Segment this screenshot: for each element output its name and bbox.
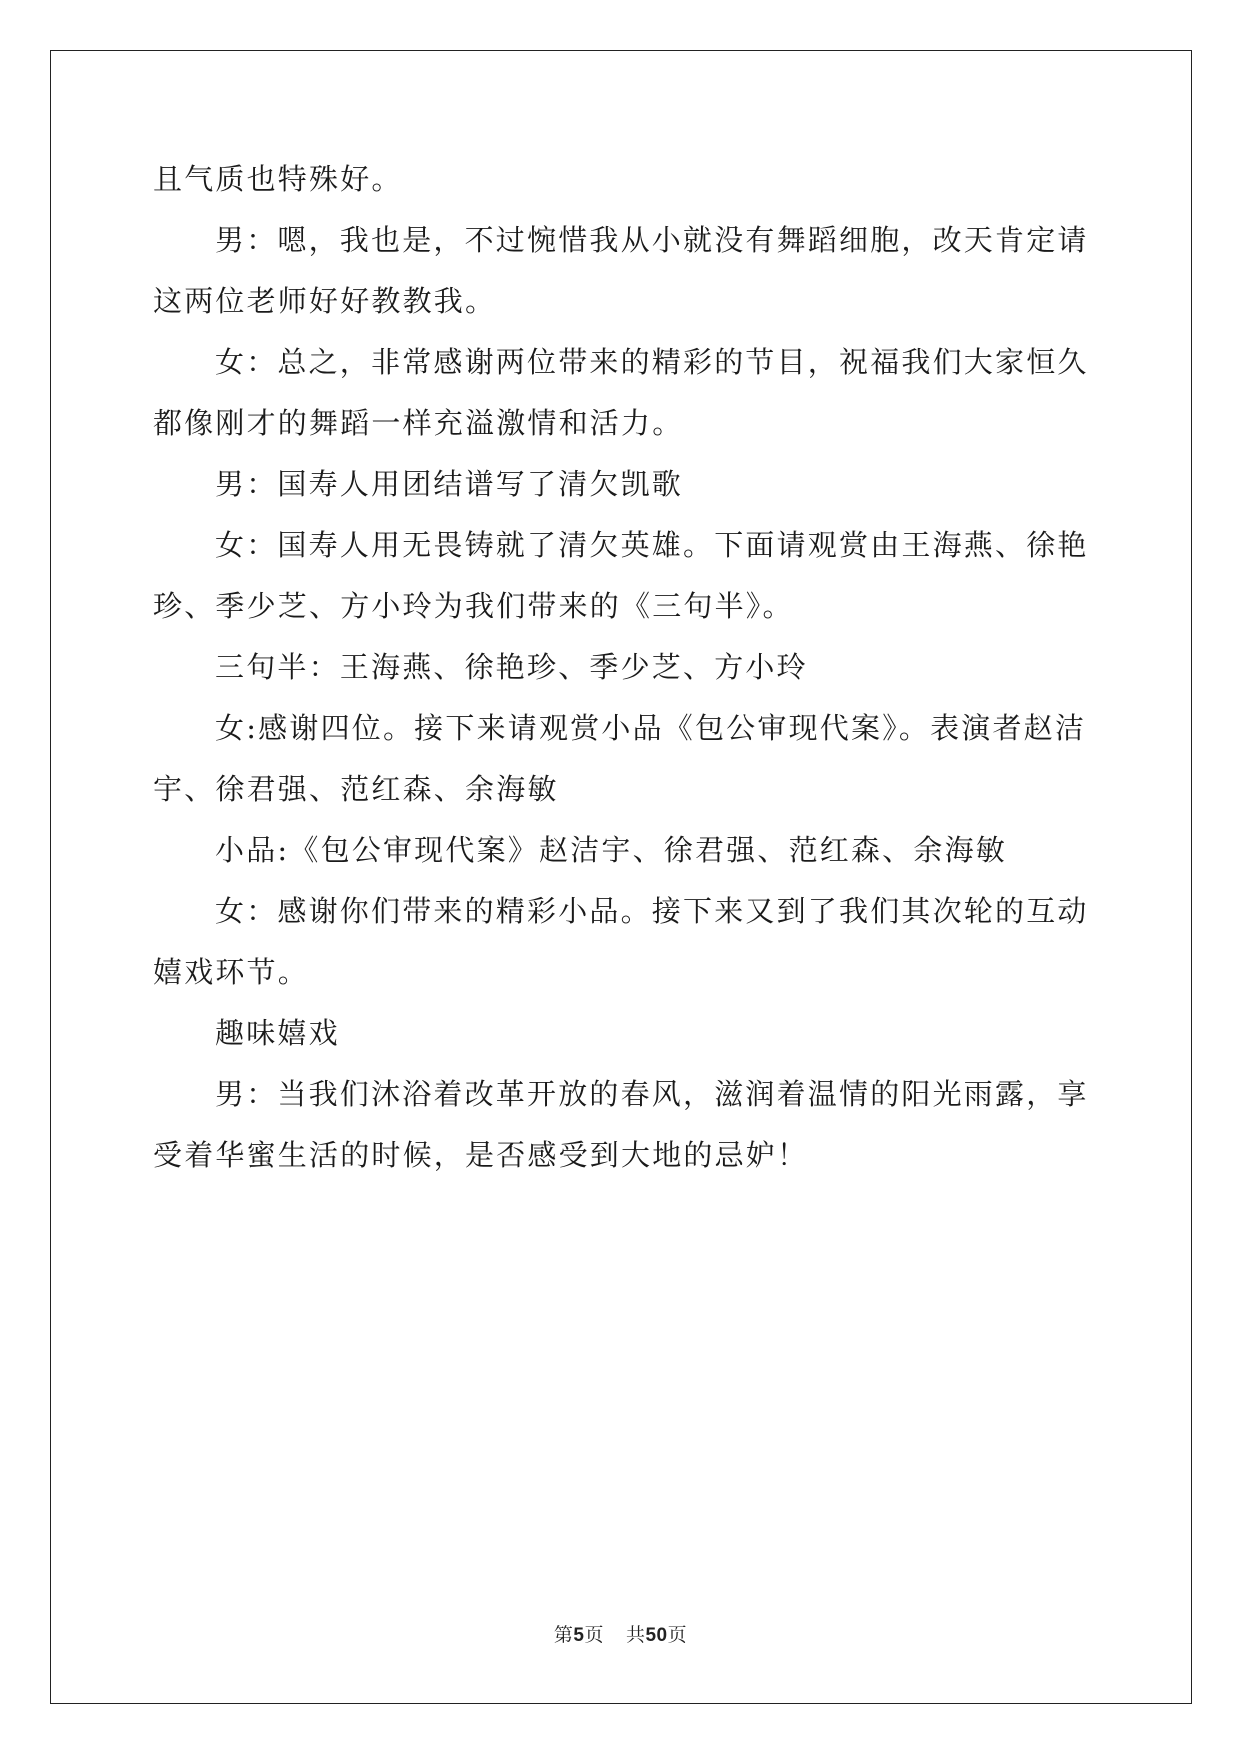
text-line-15: 趣味嬉戏 <box>215 1016 340 1050</box>
total-prefix: 共 <box>625 1624 646 1646</box>
total-suffix: 页 <box>667 1624 688 1646</box>
page-prefix: 第 <box>553 1624 574 1646</box>
page-footer <box>0 1620 1241 1647</box>
text-line-5: 都像刚才的舞蹈一样充溢激情和活力。 <box>153 406 684 440</box>
text-line-16: 男：当我们沐浴着改革开放的春风，滋润着温情的阳光雨露，享 <box>215 1077 1089 1111</box>
text-line-1: 且气质也特殊好。 <box>153 162 403 196</box>
text-line-3: 这两位老师好好教教我。 <box>153 284 497 318</box>
document-body <box>153 160 1093 1197</box>
text-line-11: 宇、徐君强、范红森、余海敏 <box>153 772 559 806</box>
page-number: 5 <box>573 1625 585 1646</box>
total-pages: 50 <box>645 1625 668 1646</box>
text-line-6: 男：国寿人用团结谱写了清欠凯歌 <box>215 467 684 501</box>
text-line-13: 女：感谢你们带来的精彩小品。接下来又到了我们其次轮的互动 <box>215 894 1089 928</box>
text-line-2: 男：嗯，我也是，不过惋惜我从小就没有舞蹈细胞，改天肯定请 <box>215 223 1089 257</box>
page-suffix: 页 <box>584 1624 604 1646</box>
text-line-4: 女：总之，非常感谢两位带来的精彩的节目，祝福我们大家恒久 <box>215 345 1089 379</box>
text-line-12: 小品:《包公审现代案》赵洁宇、徐君强、范红森、余海敏 <box>215 833 1007 867</box>
text-line-10: 女:感谢四位。接下来请观赏小品《包公审现代案》。表演者赵洁 <box>215 711 1087 745</box>
text-line-8: 珍、季少芝、方小玲为我们带来的《三句半》。 <box>153 589 794 623</box>
text-line-7: 女：国寿人用无畏铸就了清欠英雄。下面请观赏由王海燕、徐艳 <box>215 528 1089 562</box>
text-line-17: 受着华蜜生活的时候，是否感受到大地的忌妒！ <box>153 1138 809 1172</box>
text-line-14: 嬉戏环节。 <box>153 955 310 989</box>
text-line-9: 三句半：王海燕、徐艳珍、季少芝、方小玲 <box>215 650 808 684</box>
